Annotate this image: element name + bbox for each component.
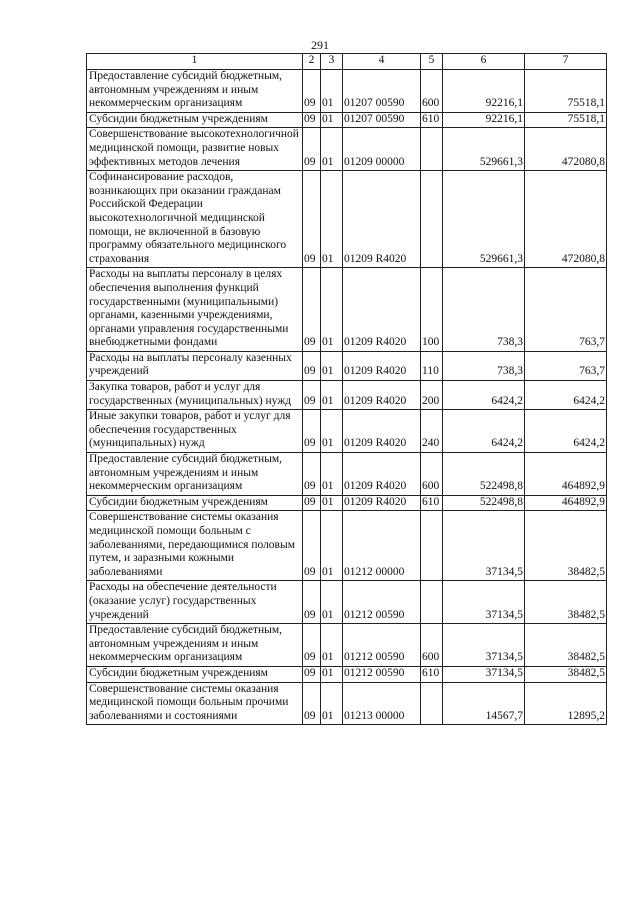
row-target-article-cell: 01209 00000 [343, 128, 421, 171]
row-section-cell: 09 [303, 351, 321, 380]
row-amount-year2-cell: 75518,1 [525, 70, 607, 113]
row-target-article-cell: 01207 00590 [343, 112, 421, 128]
row-amount-year1-cell: 37134,5 [443, 581, 525, 624]
row-expense-type-cell: 200 [421, 381, 443, 410]
row-target-article-cell: 01207 00590 [343, 70, 421, 113]
row-subsection-cell: 01 [321, 495, 343, 511]
row-name-cell: Субсидии бюджетным учреждениям [87, 495, 303, 511]
row-amount-year2-cell: 464892,9 [525, 453, 607, 496]
row-section-cell: 09 [303, 410, 321, 453]
row-subsection-cell: 01 [321, 410, 343, 453]
row-subsection-cell: 01 [321, 268, 343, 352]
row-expense-type-cell: 600 [421, 70, 443, 113]
row-target-article-cell: 01209 R4020 [343, 268, 421, 352]
row-name-cell: Совершенствование системы оказания медицинской помощи больным с заболеваниями, передающимися половым путем, и заразными кожными заболеваниями [87, 511, 303, 581]
table-row [87, 495, 607, 511]
row-section-cell: 09 [303, 268, 321, 352]
row-name-cell: Расходы на выплаты персоналу казенных учреждений [87, 351, 303, 380]
row-amount-year2-cell: 763,7 [525, 268, 607, 352]
table-row [87, 410, 607, 453]
row-target-article-cell: 01212 00000 [343, 511, 421, 581]
row-subsection-cell: 01 [321, 453, 343, 496]
table-row [87, 381, 607, 410]
row-subsection-cell: 01 [321, 70, 343, 113]
row-amount-year2-cell: 38482,5 [525, 511, 607, 581]
row-amount-year2-cell: 472080,8 [525, 171, 607, 268]
row-section-cell: 09 [303, 511, 321, 581]
row-section-cell: 09 [303, 624, 321, 667]
row-amount-year1-cell: 92216,1 [443, 112, 525, 128]
row-subsection-cell: 01 [321, 112, 343, 128]
row-name-cell: Совершенствование высокотехнологичной медицинской помощи, развитие новых эффективных методов лечения [87, 128, 303, 171]
row-amount-year2-cell: 763,7 [525, 351, 607, 380]
header-col-4: 4 [343, 54, 421, 70]
row-section-cell: 09 [303, 70, 321, 113]
row-amount-year1-cell: 6424,2 [443, 410, 525, 453]
row-section-cell: 09 [303, 453, 321, 496]
budget-table [86, 53, 607, 725]
row-amount-year2-cell: 38482,5 [525, 581, 607, 624]
header-col-6: 6 [443, 54, 525, 70]
row-target-article-cell: 01209 R4020 [343, 453, 421, 496]
row-section-cell: 09 [303, 128, 321, 171]
row-target-article-cell: 01209 R4020 [343, 171, 421, 268]
table-row [87, 581, 607, 624]
row-target-article-cell: 01213 00000 [343, 682, 421, 725]
row-amount-year2-cell: 6424,2 [525, 381, 607, 410]
row-section-cell: 09 [303, 666, 321, 682]
row-expense-type-cell [421, 511, 443, 581]
row-expense-type-cell: 110 [421, 351, 443, 380]
table-row [87, 453, 607, 496]
row-expense-type-cell: 600 [421, 624, 443, 667]
row-name-cell: Совершенствование системы оказания медицинской помощи больным прочими заболеваниями и состояниями [87, 682, 303, 725]
row-name-cell: Субсидии бюджетным учреждениям [87, 112, 303, 128]
row-name-cell: Иные закупки товаров, работ и услуг для обеспечения государственных (муниципальных) нужд [87, 410, 303, 453]
row-amount-year1-cell: 6424,2 [443, 381, 525, 410]
row-amount-year2-cell: 75518,1 [525, 112, 607, 128]
row-subsection-cell: 01 [321, 171, 343, 268]
row-target-article-cell: 01212 00590 [343, 581, 421, 624]
row-name-cell: Предоставление субсидий бюджетным, автономным учреждениям и иным некоммерческим организациям [87, 453, 303, 496]
table-row [87, 682, 607, 725]
row-target-article-cell: 01209 R4020 [343, 381, 421, 410]
row-section-cell: 09 [303, 495, 321, 511]
row-subsection-cell: 01 [321, 128, 343, 171]
table-row [87, 511, 607, 581]
row-expense-type-cell [421, 581, 443, 624]
row-amount-year1-cell: 37134,5 [443, 624, 525, 667]
table-row [87, 171, 607, 268]
row-amount-year2-cell: 6424,2 [525, 410, 607, 453]
table-row [87, 624, 607, 667]
table-row [87, 268, 607, 352]
row-subsection-cell: 01 [321, 624, 343, 667]
row-subsection-cell: 01 [321, 581, 343, 624]
row-target-article-cell: 01212 00590 [343, 624, 421, 667]
row-target-article-cell: 01209 R4020 [343, 351, 421, 380]
row-name-cell: Предоставление субсидий бюджетным, автономным учреждениям и иным некоммерческим организациям [87, 70, 303, 113]
table-row [87, 112, 607, 128]
row-section-cell: 09 [303, 112, 321, 128]
row-expense-type-cell [421, 171, 443, 268]
row-amount-year1-cell: 92216,1 [443, 70, 525, 113]
row-target-article-cell: 01209 R4020 [343, 410, 421, 453]
row-amount-year1-cell: 37134,5 [443, 666, 525, 682]
table-header-row [87, 54, 607, 70]
row-amount-year1-cell: 738,3 [443, 268, 525, 352]
row-amount-year1-cell: 529661,3 [443, 171, 525, 268]
row-section-cell: 09 [303, 381, 321, 410]
row-amount-year2-cell: 464892,9 [525, 495, 607, 511]
row-amount-year1-cell: 522498,8 [443, 495, 525, 511]
table-row [87, 128, 607, 171]
row-amount-year1-cell: 738,3 [443, 351, 525, 380]
row-amount-year1-cell: 522498,8 [443, 453, 525, 496]
row-subsection-cell: 01 [321, 666, 343, 682]
row-section-cell: 09 [303, 171, 321, 268]
header-col-3: 3 [321, 54, 343, 70]
row-name-cell: Расходы на обеспечение деятельности (оказание услуг) государственных учреждений [87, 581, 303, 624]
row-subsection-cell: 01 [321, 682, 343, 725]
row-name-cell: Закупка товаров, работ и услуг для государственных (муниципальных) нужд [87, 381, 303, 410]
row-subsection-cell: 01 [321, 351, 343, 380]
table-row [87, 351, 607, 380]
table-row [87, 70, 607, 113]
table-row [87, 666, 607, 682]
page-number: 291 [311, 38, 329, 52]
row-name-cell: Предоставление субсидий бюджетным, автономным учреждениям и иным некоммерческим организациям [87, 624, 303, 667]
row-expense-type-cell: 240 [421, 410, 443, 453]
row-expense-type-cell [421, 128, 443, 171]
row-amount-year2-cell: 38482,5 [525, 624, 607, 667]
row-subsection-cell: 01 [321, 381, 343, 410]
row-expense-type-cell: 600 [421, 453, 443, 496]
row-name-cell: Субсидии бюджетным учреждениям [87, 666, 303, 682]
row-amount-year1-cell: 529661,3 [443, 128, 525, 171]
row-section-cell: 09 [303, 581, 321, 624]
row-expense-type-cell: 610 [421, 666, 443, 682]
row-target-article-cell: 01212 00590 [343, 666, 421, 682]
row-amount-year1-cell: 37134,5 [443, 511, 525, 581]
header-col-5: 5 [421, 54, 443, 70]
header-col-1: 1 [87, 54, 303, 70]
header-col-7: 7 [525, 54, 607, 70]
row-name-cell: Расходы на выплаты персоналу в целях обеспечения выполнения функций государственными (муниципальными) органами, казенными учреждениями, органами управления государственными внебюджетными фондами [87, 268, 303, 352]
row-name-cell: Софинансирование расходов, возникающих при оказании гражданам Российской Федерации высокотехнологичной медицинской помощи, не включенной в базовую программу обязательного медицинского страхования [87, 171, 303, 268]
row-amount-year1-cell: 14567,7 [443, 682, 525, 725]
row-expense-type-cell: 100 [421, 268, 443, 352]
row-amount-year2-cell: 472080,8 [525, 128, 607, 171]
row-expense-type-cell [421, 682, 443, 725]
row-amount-year2-cell: 38482,5 [525, 666, 607, 682]
row-expense-type-cell: 610 [421, 112, 443, 128]
row-target-article-cell: 01209 R4020 [343, 495, 421, 511]
header-col-2: 2 [303, 54, 321, 70]
row-section-cell: 09 [303, 682, 321, 725]
row-amount-year2-cell: 12895,2 [525, 682, 607, 725]
row-expense-type-cell: 610 [421, 495, 443, 511]
row-subsection-cell: 01 [321, 511, 343, 581]
